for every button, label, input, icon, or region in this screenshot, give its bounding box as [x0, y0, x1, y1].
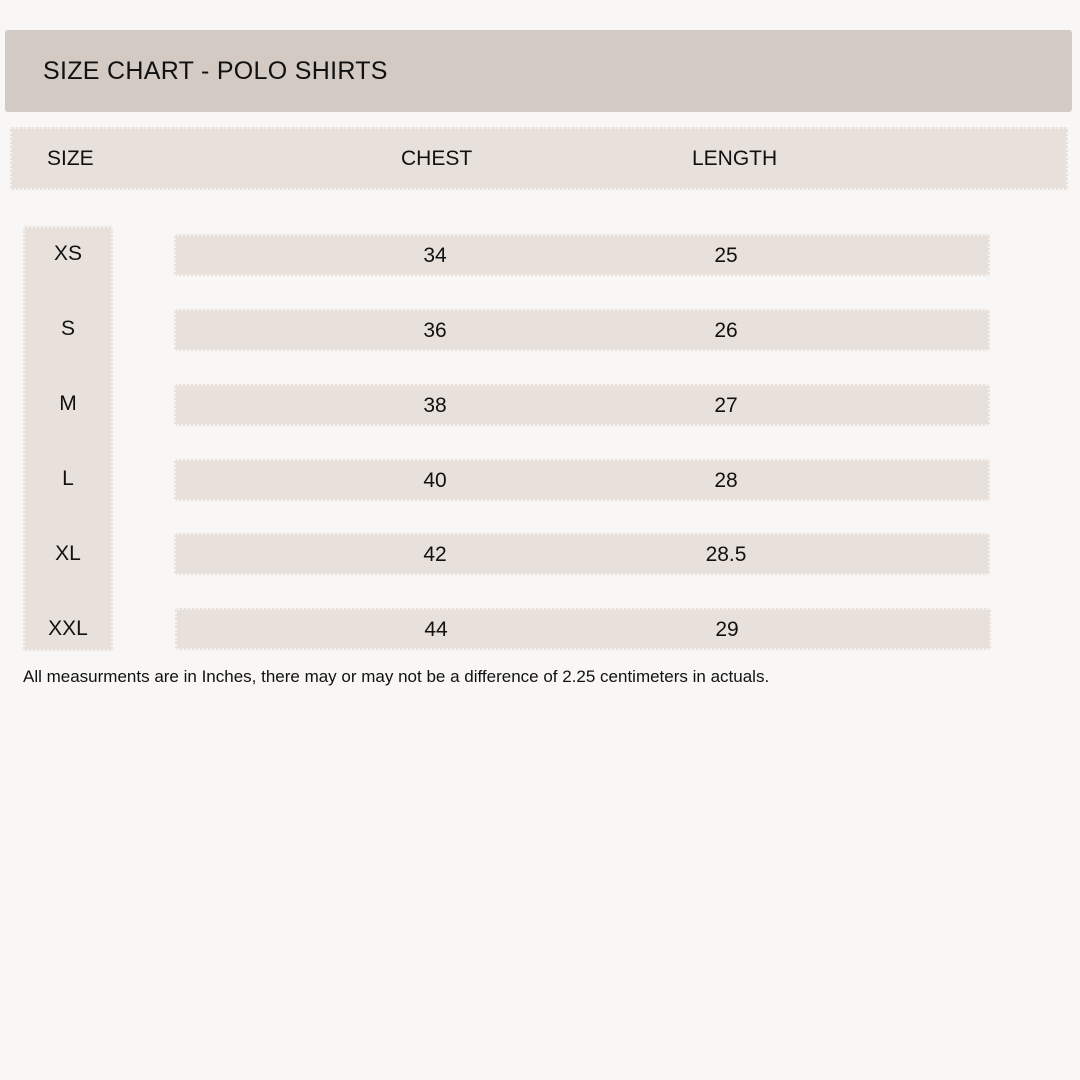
chest-value: 44: [424, 618, 448, 641]
chest-value: 36: [423, 319, 447, 342]
chest-value: 42: [423, 543, 447, 566]
table-row: [174, 309, 990, 351]
chest-value: 38: [423, 394, 447, 417]
length-value: 26: [714, 319, 738, 342]
table-header: [10, 127, 1068, 190]
table-row: [175, 608, 991, 650]
size-label: XL: [55, 542, 81, 565]
header-size: SIZE: [47, 147, 94, 170]
size-label: XXL: [48, 617, 88, 640]
header-length: LENGTH: [692, 147, 778, 170]
table-row: [174, 459, 990, 501]
header-chest: CHEST: [401, 147, 473, 170]
size-column: [23, 226, 113, 651]
table-row: [174, 533, 990, 575]
page-title: SIZE CHART - POLO SHIRTS: [43, 57, 388, 85]
size-label: M: [59, 392, 77, 415]
chest-value: 34: [423, 244, 447, 267]
size-label: L: [62, 467, 74, 490]
title-bar: [5, 30, 1072, 112]
length-value: 25: [714, 244, 738, 267]
table-row: [174, 234, 990, 276]
measurement-note: All measurments are in Inches, there may or may not be a difference of 2.25 centimeters in actuals.: [23, 667, 770, 686]
length-value: 28.5: [705, 543, 747, 566]
length-value: 27: [714, 394, 738, 417]
length-value: 29: [715, 618, 739, 641]
chest-value: 40: [423, 469, 447, 492]
size-label: XS: [53, 242, 82, 265]
length-value: 28: [714, 469, 738, 492]
size-label: S: [60, 317, 75, 340]
table-row: [174, 384, 990, 426]
